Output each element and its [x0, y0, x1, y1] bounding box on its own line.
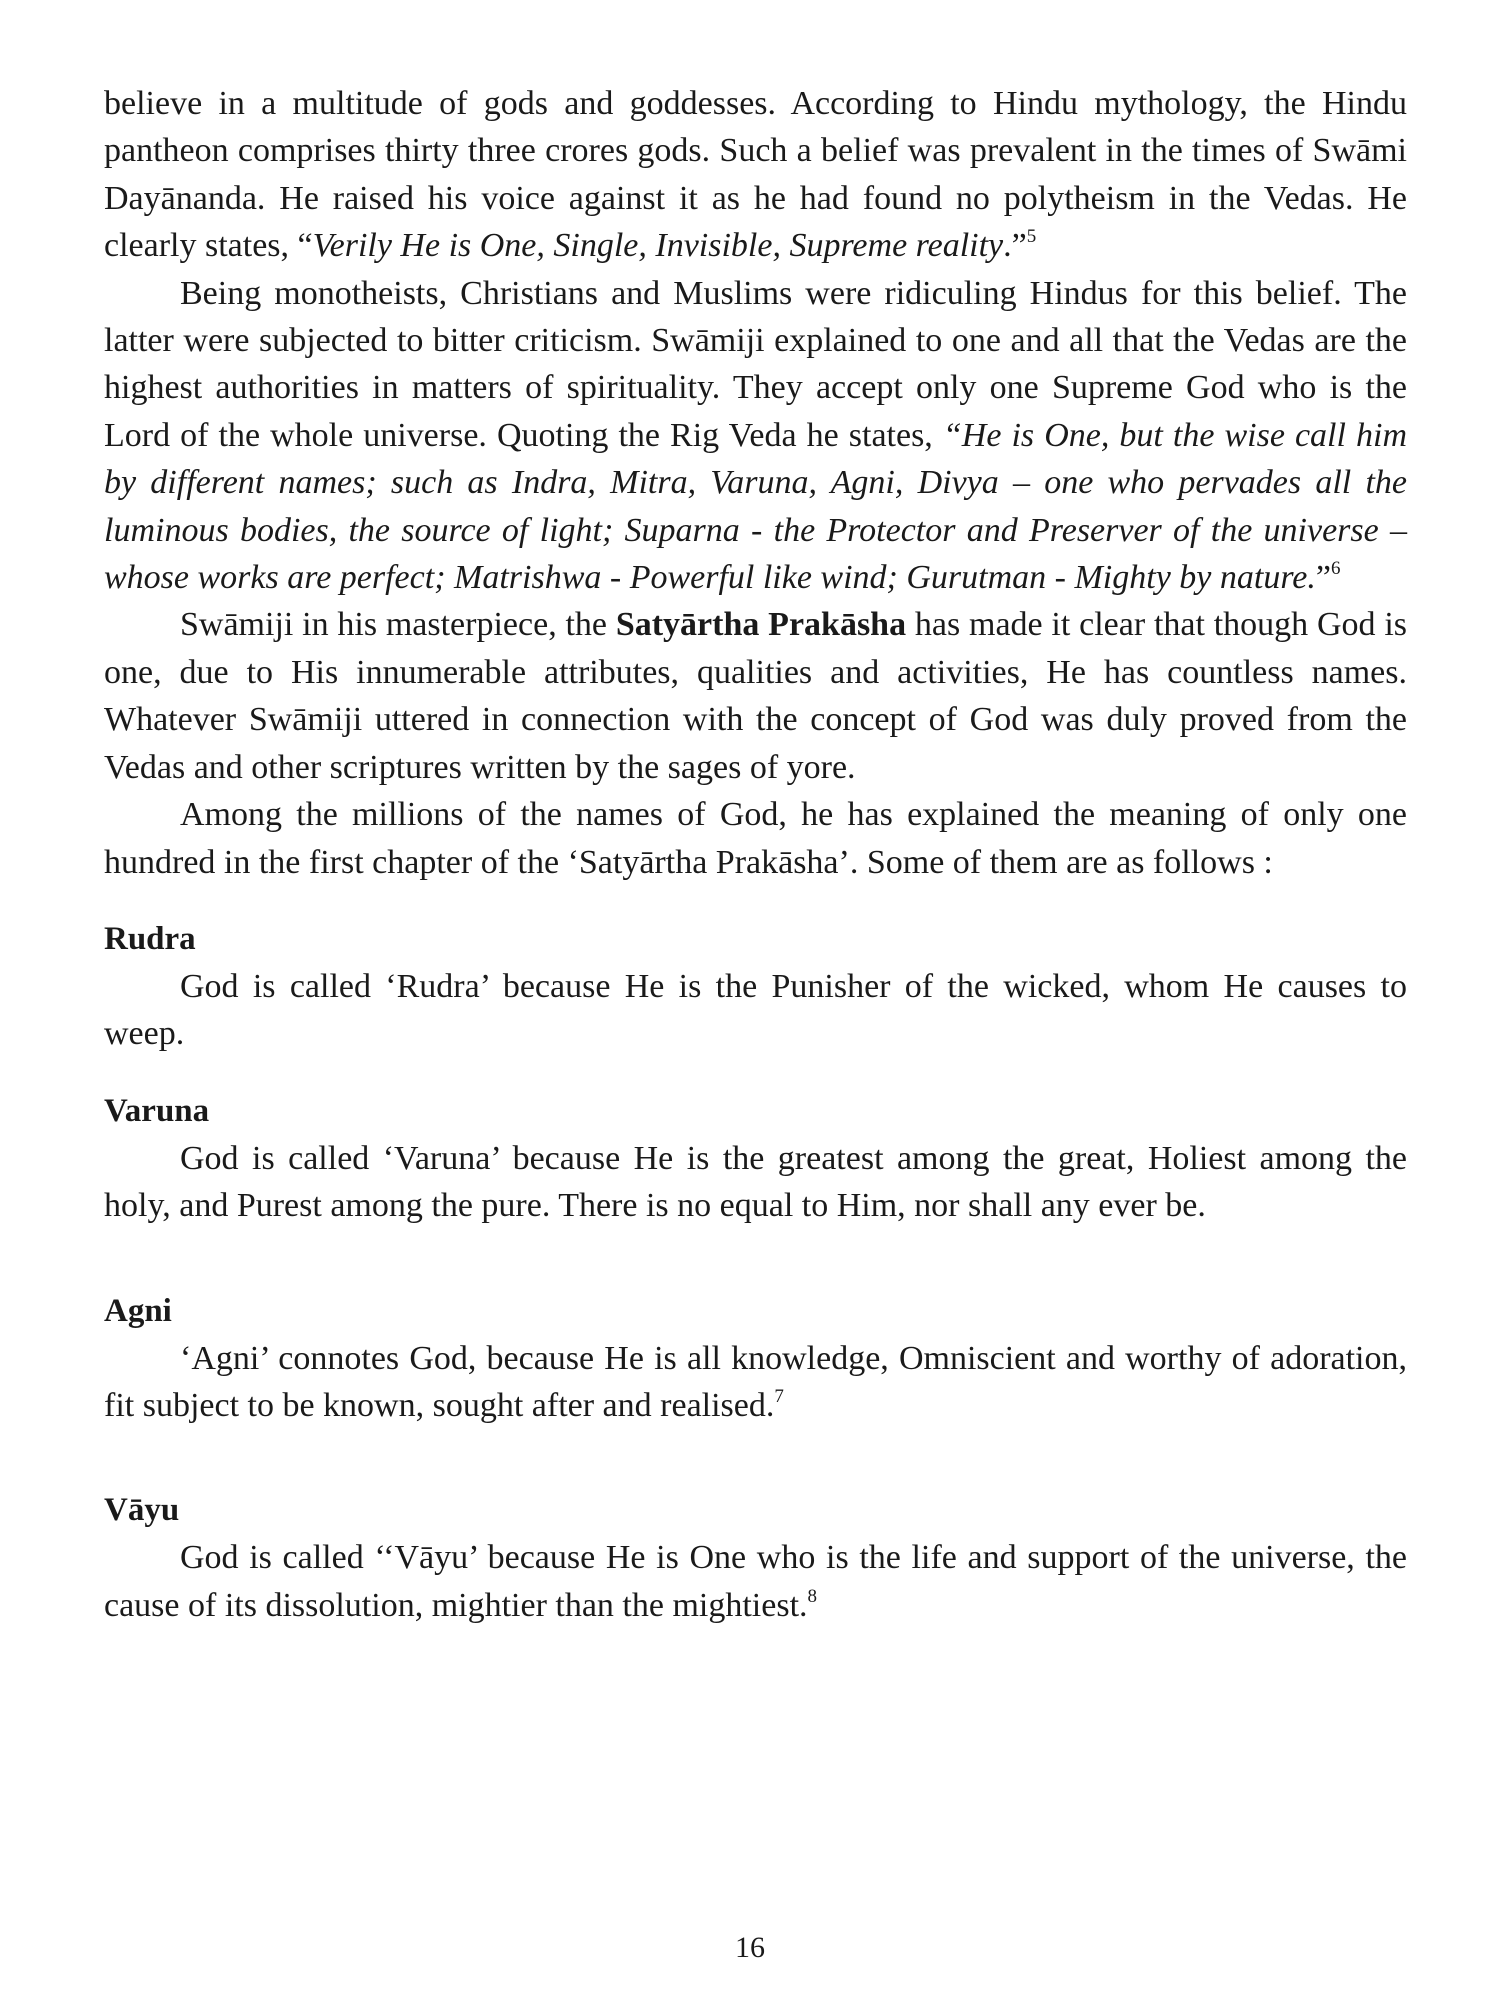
- definition-rudra: God is called ‘Rudra’ because He is the Punisher of the wicked, whom He causes to weep.: [104, 967, 1407, 1053]
- paragraph-satyartha: Swāmiji in his masterpiece, the Satyārtha Prakāsha has made it clear that though God is one, due to His innumerable attributes, qualities and activities, He has countless names. Whatever Swāmiji uttered in connection with the concept of God was duly proved from the Vedas and other scriptures written by the sages of yore.: [104, 606, 1407, 786]
- definition-vayu: God is called ‘‘Vāyu’ because He is One who is the life and support of the universe, the cause of its dissolution, mightier than the mightiest.$^8$: [104, 1539, 1407, 1624]
- definition-varuna: God is called ‘Varuna’ because He is the greatest among the great, Holiest among the holy, and Purest among the pure. There is no equal to Him, nor shall any ever be.: [104, 1139, 1407, 1225]
- paragraph-polytheism: believe in a multitude of gods and goddesses. According to Hindu mythology, the Hindu pantheon comprises thirty three crores gods. Such a belief was prevalent in the times of Swāmi Dayānanda. He raised his voice against it as he had found no polytheism in the Vedas. He clearly states, “Verily He is One, Single, Invisible, Supreme reality.”$^5$: [104, 85, 1407, 265]
- paragraph-names-intro: Among the millions of the names of God, he has explained the meaning of only one hundred in the first chapter of the ‘Satyārtha Prakāsha’. Some of them are as follows :: [104, 796, 1407, 881]
- heading-rudra: Rudra: [104, 920, 196, 957]
- footnote-marker-6: 6: [1330, 558, 1341, 580]
- paragraph-monotheists: Being monotheists, Christians and Muslims were ridiculing Hindus for this belief. The latter were subjected to bitter criticism. Swāmiji explained to one and all that the Vedas are the highest authorities in matters of spirituality. They accept only one Supreme God who is the Lord of the whole universe. Quoting the Rig Veda he states, “He is One, but the wise call him by different names; such as Indra, Mitra, Varuna, Agni, Divya – one who pervades all the luminous bodies, the source of light; Suparna - the Protector and Preserver of the universe – whose works are perfect; Matrishwa - Powerful like wind; Gurutman - Mighty by nature.”$^6$: [104, 274, 1407, 597]
- heading-agni: Agni: [104, 1292, 172, 1329]
- heading-vayu: Vāyu: [104, 1492, 180, 1529]
- footnote-marker-7: 7: [774, 1385, 784, 1407]
- quote-rig-veda: “He is One, but the wise call him by different names; such as Indra, Mitra, Varuna, Agni, Divya – one who pervades all the luminous bodies, the source of light; Suparna - the Protector and Preserver of the universe – whose works are perfect; Matrishwa - Powerful like wind; Gurutman - Mighty by nature.: [104, 416, 1407, 597]
- heading-varuna: Varuna: [104, 1092, 210, 1129]
- page-body: [104, 80, 1407, 1629]
- quote-verily: Verily He is One, Single, Invisible, Supreme reality: [312, 227, 1004, 265]
- page-number: 16: [735, 1931, 765, 1964]
- footnote-marker-5: 5: [1026, 226, 1037, 248]
- footnote-marker-8: 8: [807, 1585, 818, 1607]
- book-title: Satyārtha Prakāsha: [615, 606, 907, 644]
- definition-agni: ‘Agni’ connotes God, because He is all knowledge, Omniscient and worthy of adoration, fit subject to be known, sought after and realised.$^7$: [104, 1339, 1407, 1424]
